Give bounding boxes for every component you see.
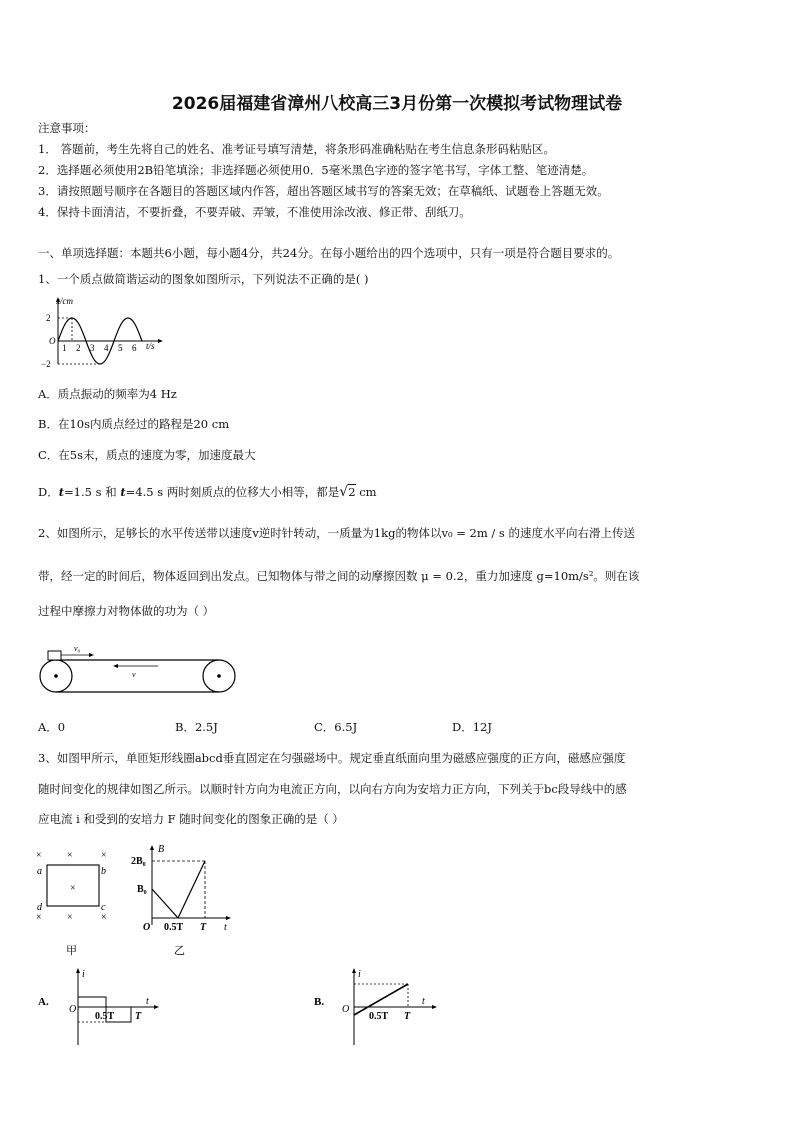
q2-line-1: 2、如图所示，足够长的水平传送带以速度v逆时针转动，一质量为1kg的物体以v₀ = 2m / s 的速度水平向右滑上传送 bbox=[38, 526, 635, 540]
q3-a-ylabel: i bbox=[82, 969, 85, 980]
q1-xtick-4: 4 bbox=[104, 343, 109, 353]
yi-ytick-b0: B₀ bbox=[137, 884, 147, 895]
q2-option-a: A．0 bbox=[38, 720, 66, 734]
caption-yi: 乙 bbox=[174, 945, 185, 957]
note-3: 3．请按照题号顺序在各题目的答题区域内作答，超出答题区域书写的答案无效；在草稿纸、试题卷上答题无效。 bbox=[38, 184, 609, 198]
q3-option-b-graph bbox=[312, 965, 442, 1050]
svg-text:×: × bbox=[70, 883, 76, 894]
caption-jia: 甲 bbox=[66, 945, 77, 957]
corner-b: b bbox=[101, 866, 106, 877]
q1-d-prefix: D． bbox=[38, 485, 59, 499]
q1-xtick-3: 3 bbox=[90, 343, 95, 353]
corner-d: d bbox=[37, 902, 42, 913]
q2-line-3: 过程中摩擦力对物体做的功为（ ） bbox=[38, 604, 215, 618]
q3-b-xtick-T: T bbox=[404, 1011, 411, 1022]
q2-option-d: D．12J bbox=[452, 720, 492, 734]
note-1: 1． 答题前，考生先将自己的姓名、准考证号填写清楚，将条形码准确粘贴在考生信息条形码粘贴区。 bbox=[38, 142, 555, 156]
q1-ylabel: x/cm bbox=[56, 296, 73, 306]
q1-d-unit: cm bbox=[355, 485, 377, 499]
q2-conveyor-figure bbox=[36, 640, 240, 696]
svg-text:×: × bbox=[36, 850, 42, 861]
q1-xtick-5: 5 bbox=[118, 343, 123, 353]
yi-origin: O bbox=[143, 922, 151, 933]
q3-option-a-graph bbox=[34, 965, 164, 1050]
q1-ytick-neg2: −2 bbox=[41, 359, 51, 369]
svg-text:×: × bbox=[67, 850, 73, 861]
v-label: v bbox=[132, 670, 136, 679]
q3-line-2: 随时间变化的规律如图乙所示。以顺时针方向为电流正方向，以向右方向为安培力正方向，下列关于bc段导线中的感 bbox=[38, 782, 627, 796]
sqrt-sign-icon: √ bbox=[339, 484, 349, 500]
q1-option-b: B．在10s内质点经过的路程是20 cm bbox=[38, 417, 230, 431]
yi-ytick-2b0: 2B₀ bbox=[131, 856, 146, 867]
q3-line-1: 3、如图甲所示，单匝矩形线圈abcd垂直固定在匀强磁场中。规定垂直纸面向里为磁感应强度的正方向，磁感应强度 bbox=[38, 751, 626, 765]
q2-option-c: C．6.5J bbox=[314, 720, 358, 734]
page-title: 2026届福建省漳州八校高三3月份第一次模拟考试物理试卷 bbox=[171, 94, 623, 114]
q3-a-origin: O bbox=[69, 1004, 77, 1015]
corner-a: a bbox=[37, 866, 42, 877]
q3-line-3: 应电流 i 和受到的安培力 F 随时间变化的图象正确的是（ ） bbox=[38, 812, 344, 826]
q3-fig-yi bbox=[128, 840, 238, 958]
q3-a-label: A. bbox=[38, 996, 49, 1008]
note-4: 4．保持卡面清洁，不要折叠，不要弄破、弄皱，不准使用涂改液、修正带、刮纸刀。 bbox=[38, 205, 471, 219]
yi-xlabel: t bbox=[224, 922, 227, 933]
q1-stem: 1、一个质点做简谐运动的图象如图所示，下列说法不正确的是( ) bbox=[38, 272, 369, 286]
q2-line-2: 带，经一定的时间后，物体返回到出发点。已知物体与带之间的动摩擦因数 μ = 0.2，重力加速度 g=10m/s²。则在该 bbox=[38, 569, 640, 583]
svg-text:×: × bbox=[101, 912, 107, 923]
yi-b-segment-up bbox=[178, 861, 205, 918]
q1-origin: O bbox=[49, 336, 56, 346]
q3-a-xtick-halfT: 0.5T bbox=[95, 1011, 115, 1022]
q3-a-xlabel: t bbox=[146, 996, 149, 1007]
q3-b-origin: O bbox=[342, 1004, 350, 1015]
q3-b-label: B. bbox=[314, 996, 325, 1008]
q3-a-xtick-T: T bbox=[135, 1011, 142, 1022]
q1-d-t2: t bbox=[120, 485, 126, 499]
q1-d-root: 2 bbox=[348, 485, 356, 499]
yi-xtick-T: T bbox=[200, 922, 207, 933]
q1-d-t1v: =1.5 s 和 bbox=[64, 485, 121, 499]
note-2: 2．选择题必须使用2B铅笔填涂；非选择题必须使用0．5毫米黑色字迹的签字笔书写，字体工整、笔迹清楚。 bbox=[38, 163, 594, 177]
yi-b-segment-down bbox=[152, 889, 178, 918]
q3-fig-jia bbox=[34, 846, 114, 958]
q1-d-t2v: =4.5 s 两时刻质点的位移大小相等，都是 bbox=[125, 485, 340, 499]
block bbox=[48, 651, 61, 660]
corner-c: c bbox=[101, 902, 106, 913]
svg-text:×: × bbox=[36, 912, 42, 923]
q1-graph bbox=[36, 294, 166, 370]
q3-a-pos-step bbox=[78, 997, 106, 1007]
q1-xlabel: t/s bbox=[146, 341, 155, 351]
q1-d-t1: t bbox=[58, 485, 65, 499]
q3-b-ylabel: i bbox=[358, 969, 361, 980]
q1-option-a: A．质点振动的频率为4 Hz bbox=[38, 387, 177, 401]
q3-b-xlabel: t bbox=[422, 996, 425, 1007]
q1-xtick-6: 6 bbox=[132, 343, 137, 353]
q2-option-b: B．2.5J bbox=[175, 720, 218, 734]
svg-text:×: × bbox=[67, 912, 73, 923]
svg-text:×: × bbox=[101, 850, 107, 861]
yi-ylabel: B bbox=[158, 844, 165, 855]
q1-ytick-2: 2 bbox=[46, 313, 51, 323]
v0-label: v₀ bbox=[74, 644, 81, 653]
q1-xtick-2: 2 bbox=[76, 343, 81, 353]
yi-xtick-halfT: 0.5T bbox=[164, 922, 184, 933]
section-heading: 一、单项选择题：本题共6小题，每小题4分，共24分。在每小题给出的四个选项中，只有一项是符合题目要求的。 bbox=[38, 246, 620, 260]
q1-option-d bbox=[38, 484, 377, 500]
notes-heading: 注意事项： bbox=[38, 121, 96, 135]
q1-option-c: C．在5s末，质点的速度为零，加速度最大 bbox=[38, 448, 256, 462]
q3-b-xtick-halfT: 0.5T bbox=[369, 1011, 389, 1022]
q1-xtick-1: 1 bbox=[62, 343, 67, 353]
